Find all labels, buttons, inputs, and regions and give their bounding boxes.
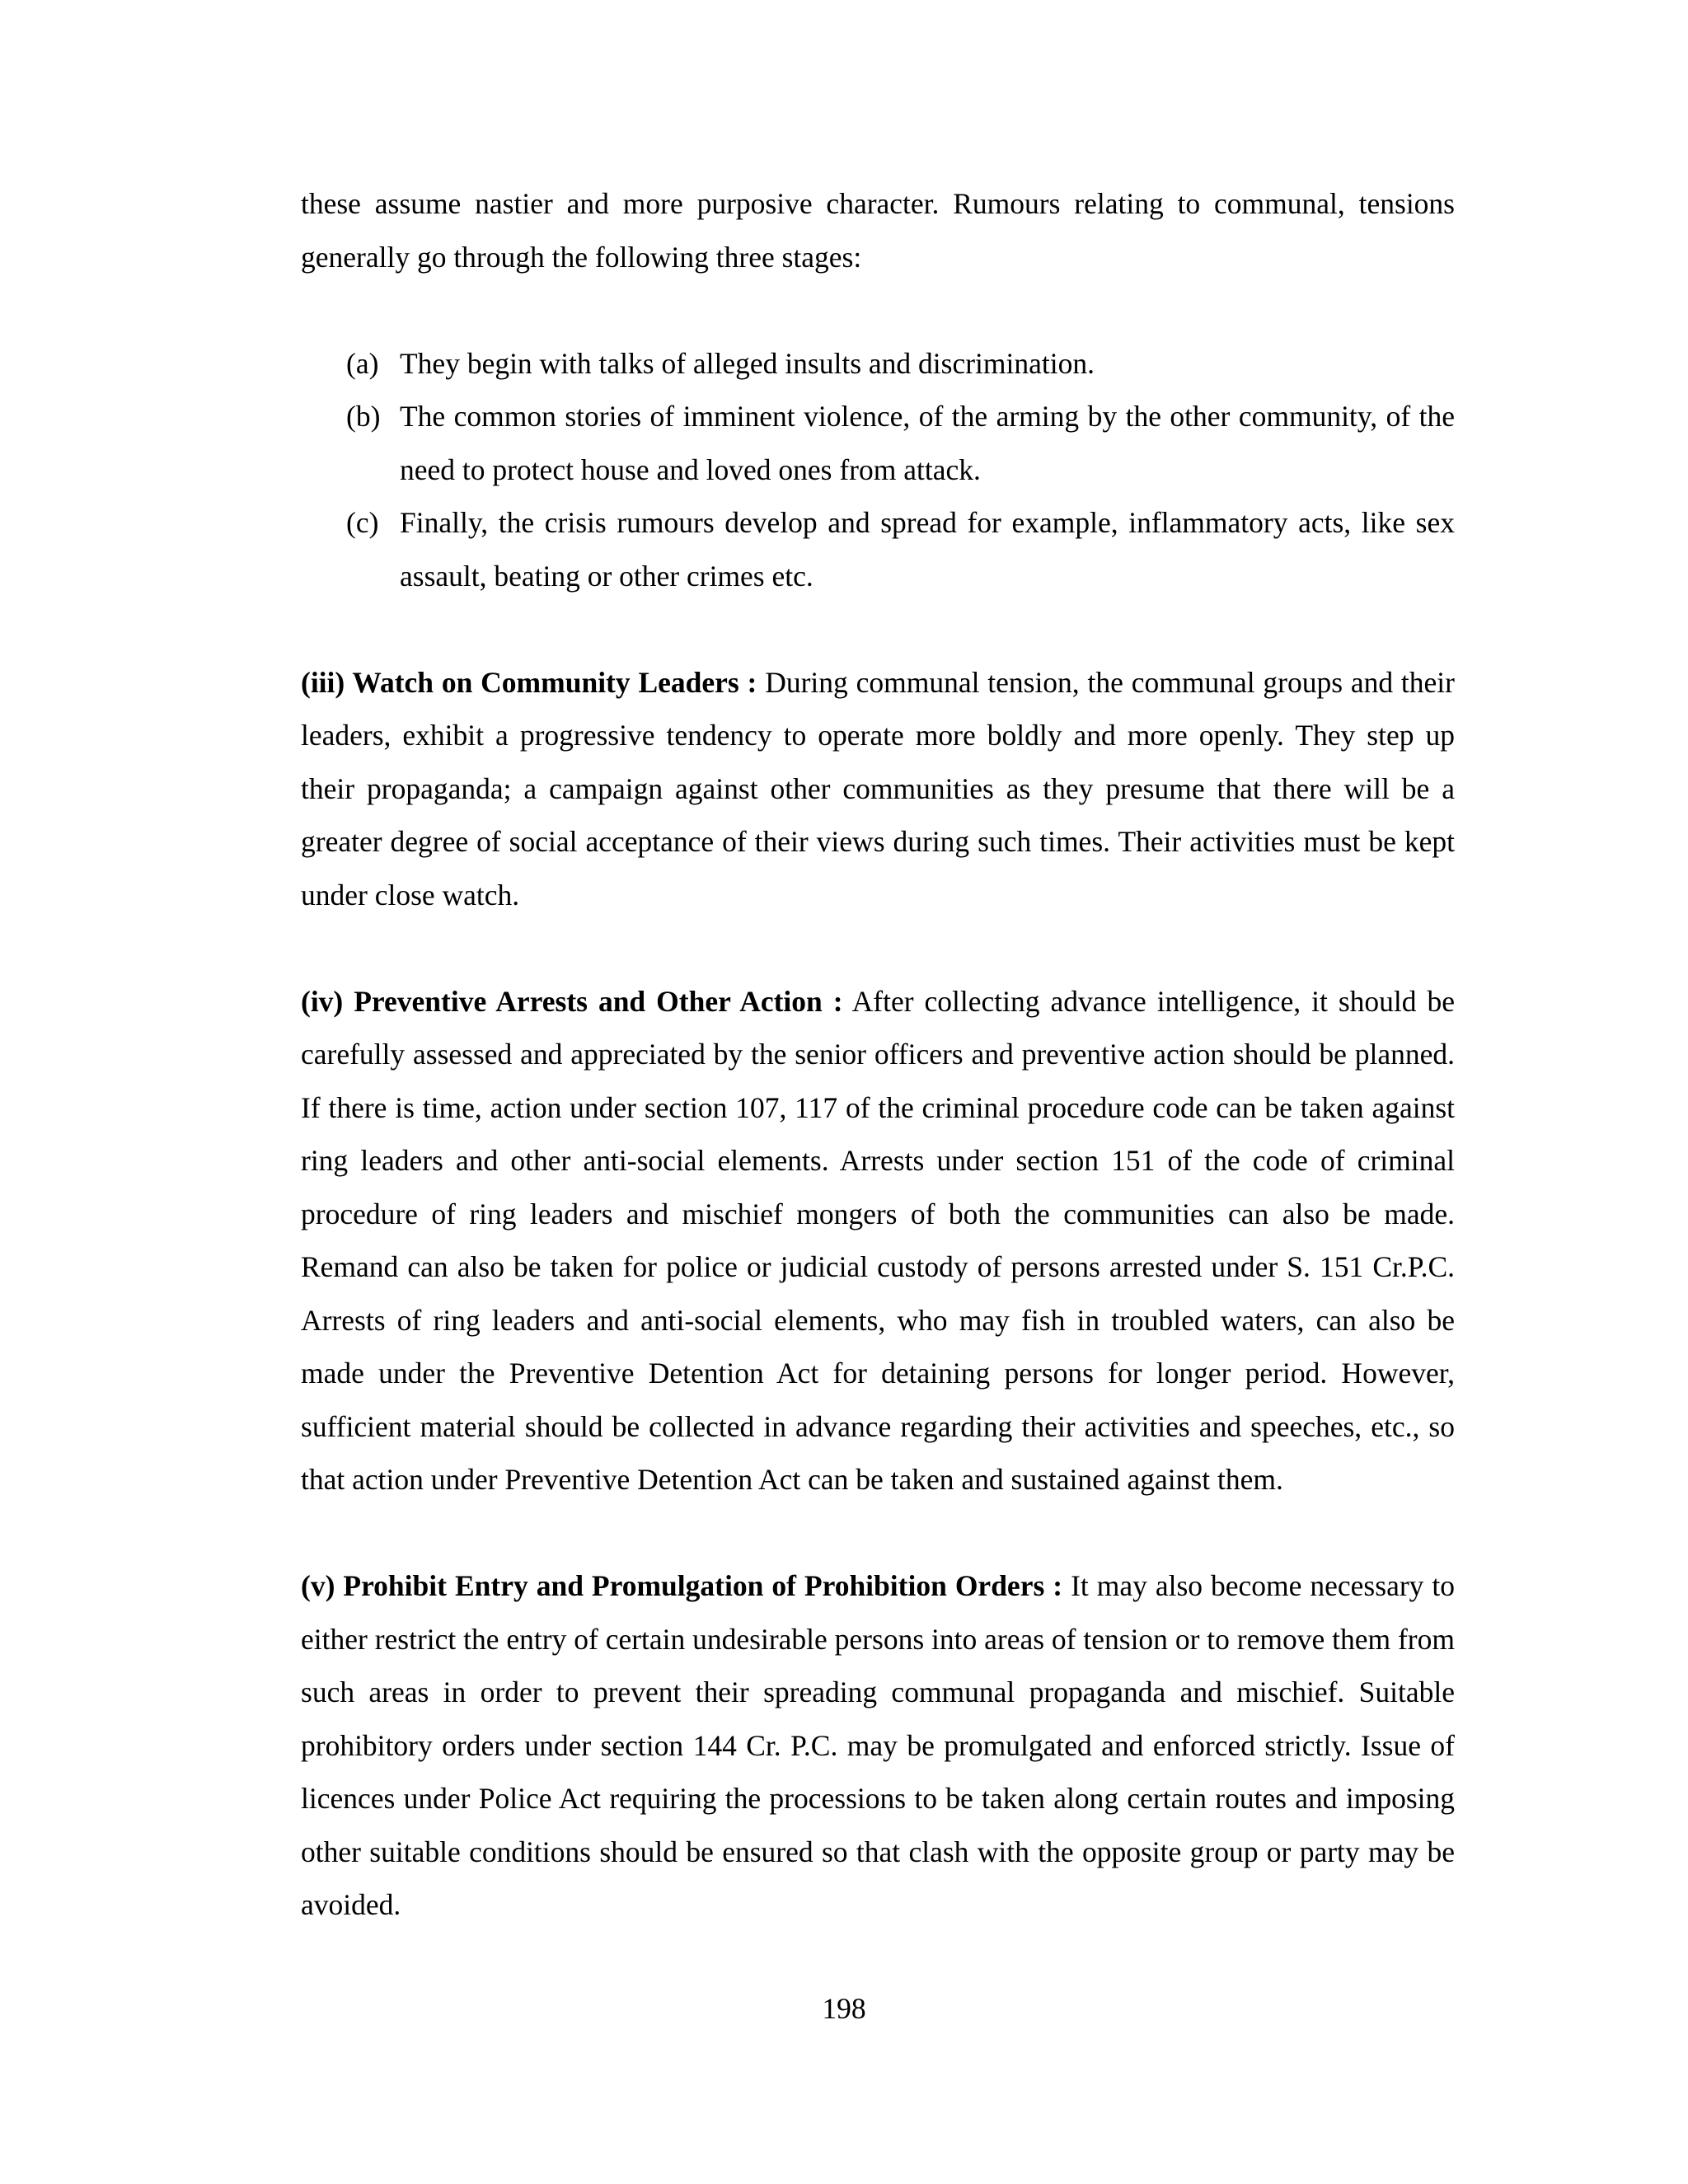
section-body: After collecting advance intelligence, it should be carefully assessed and appreciated by the senior officers and preventive action should be planned. If there is time, action under section 107, 117 of the criminal procedure code can be taken against ring leaders and other anti-social elements. Arrests under section 151 of the code of criminal procedure of ring leaders and mischief mongers of both the communities can also be made. Remand can also be taken for police or judicial custody of persons arrested under S. 151 Cr.P.C. Arrests of ring leaders and anti-social elements, who may fish in troubled waters, can also be made under the Preventive Detention Act for detaining persons for longer period. However, sufficient material should be collected in advance regarding their activities and speeches, etc., so that action under Preventive Detention Act can be taken and sustained against them.: [301, 984, 1455, 1496]
list-item: [301, 337, 1455, 391]
section-paragraph-iii: [301, 656, 1455, 922]
spacer: [301, 284, 1455, 337]
section-paragraph-v: [301, 1559, 1455, 1932]
intro-paragraph: these assume nastier and more purposive character. Rumours relating to communal, tensions generally go through the following three stages:: [301, 187, 1455, 274]
section-body: It may also become necessary to either restrict the entry of certain undesirable persons into areas of tension or to remove them from such areas in order to prevent their spreading communal propaganda and mischief. Suitable prohibitory orders under section 144 Cr. P.C. may be promulgated and enforced strictly. Issue of licences under Police Act requiring the processions to be taken along certain routes and imposing other suitable conditions should be ensured so that clash with the opposite group or party may be avoided.: [301, 1569, 1455, 1921]
section-heading: (iii) Watch on Community Leaders :: [301, 665, 757, 699]
list-marker: (b): [346, 400, 381, 433]
list-marker: (a): [346, 346, 379, 380]
list-item-text: The common stories of imminent violence, of the arming by the other community, of the need to protect house and loved ones from attack.: [400, 400, 1455, 486]
document-page: [301, 177, 1455, 1932]
section-heading: (iv) Preventive Arrests and Other Action :: [301, 984, 843, 1018]
spacer: [301, 602, 1455, 656]
section-body: During communal tension, the communal groups and their leaders, exhibit a progressive tendency to operate more boldly and more openly. They step up their propaganda; a campaign against other communities as they presume that there will be a greater degree of social acceptance of their views during such times. Their activities must be kept under close watch.: [301, 665, 1455, 912]
section-heading: (v) Prohibit Entry and Promulgation of Prohibition Orders :: [301, 1569, 1063, 1602]
section-paragraph-iv: [301, 975, 1455, 1507]
page-number: 198: [822, 1992, 866, 2025]
spacer: [301, 1507, 1455, 1560]
list-item: [301, 496, 1455, 602]
stages-list: [301, 337, 1455, 603]
list-item-text: They begin with talks of alleged insults and discrimination.: [400, 346, 1095, 380]
list-item: [301, 390, 1455, 496]
list-item-text: Finally, the crisis rumours develop and spread for example, inflammatory acts, like sex assault, beating or other crimes etc.: [400, 506, 1455, 593]
list-marker: (c): [346, 506, 379, 539]
spacer: [301, 921, 1455, 975]
